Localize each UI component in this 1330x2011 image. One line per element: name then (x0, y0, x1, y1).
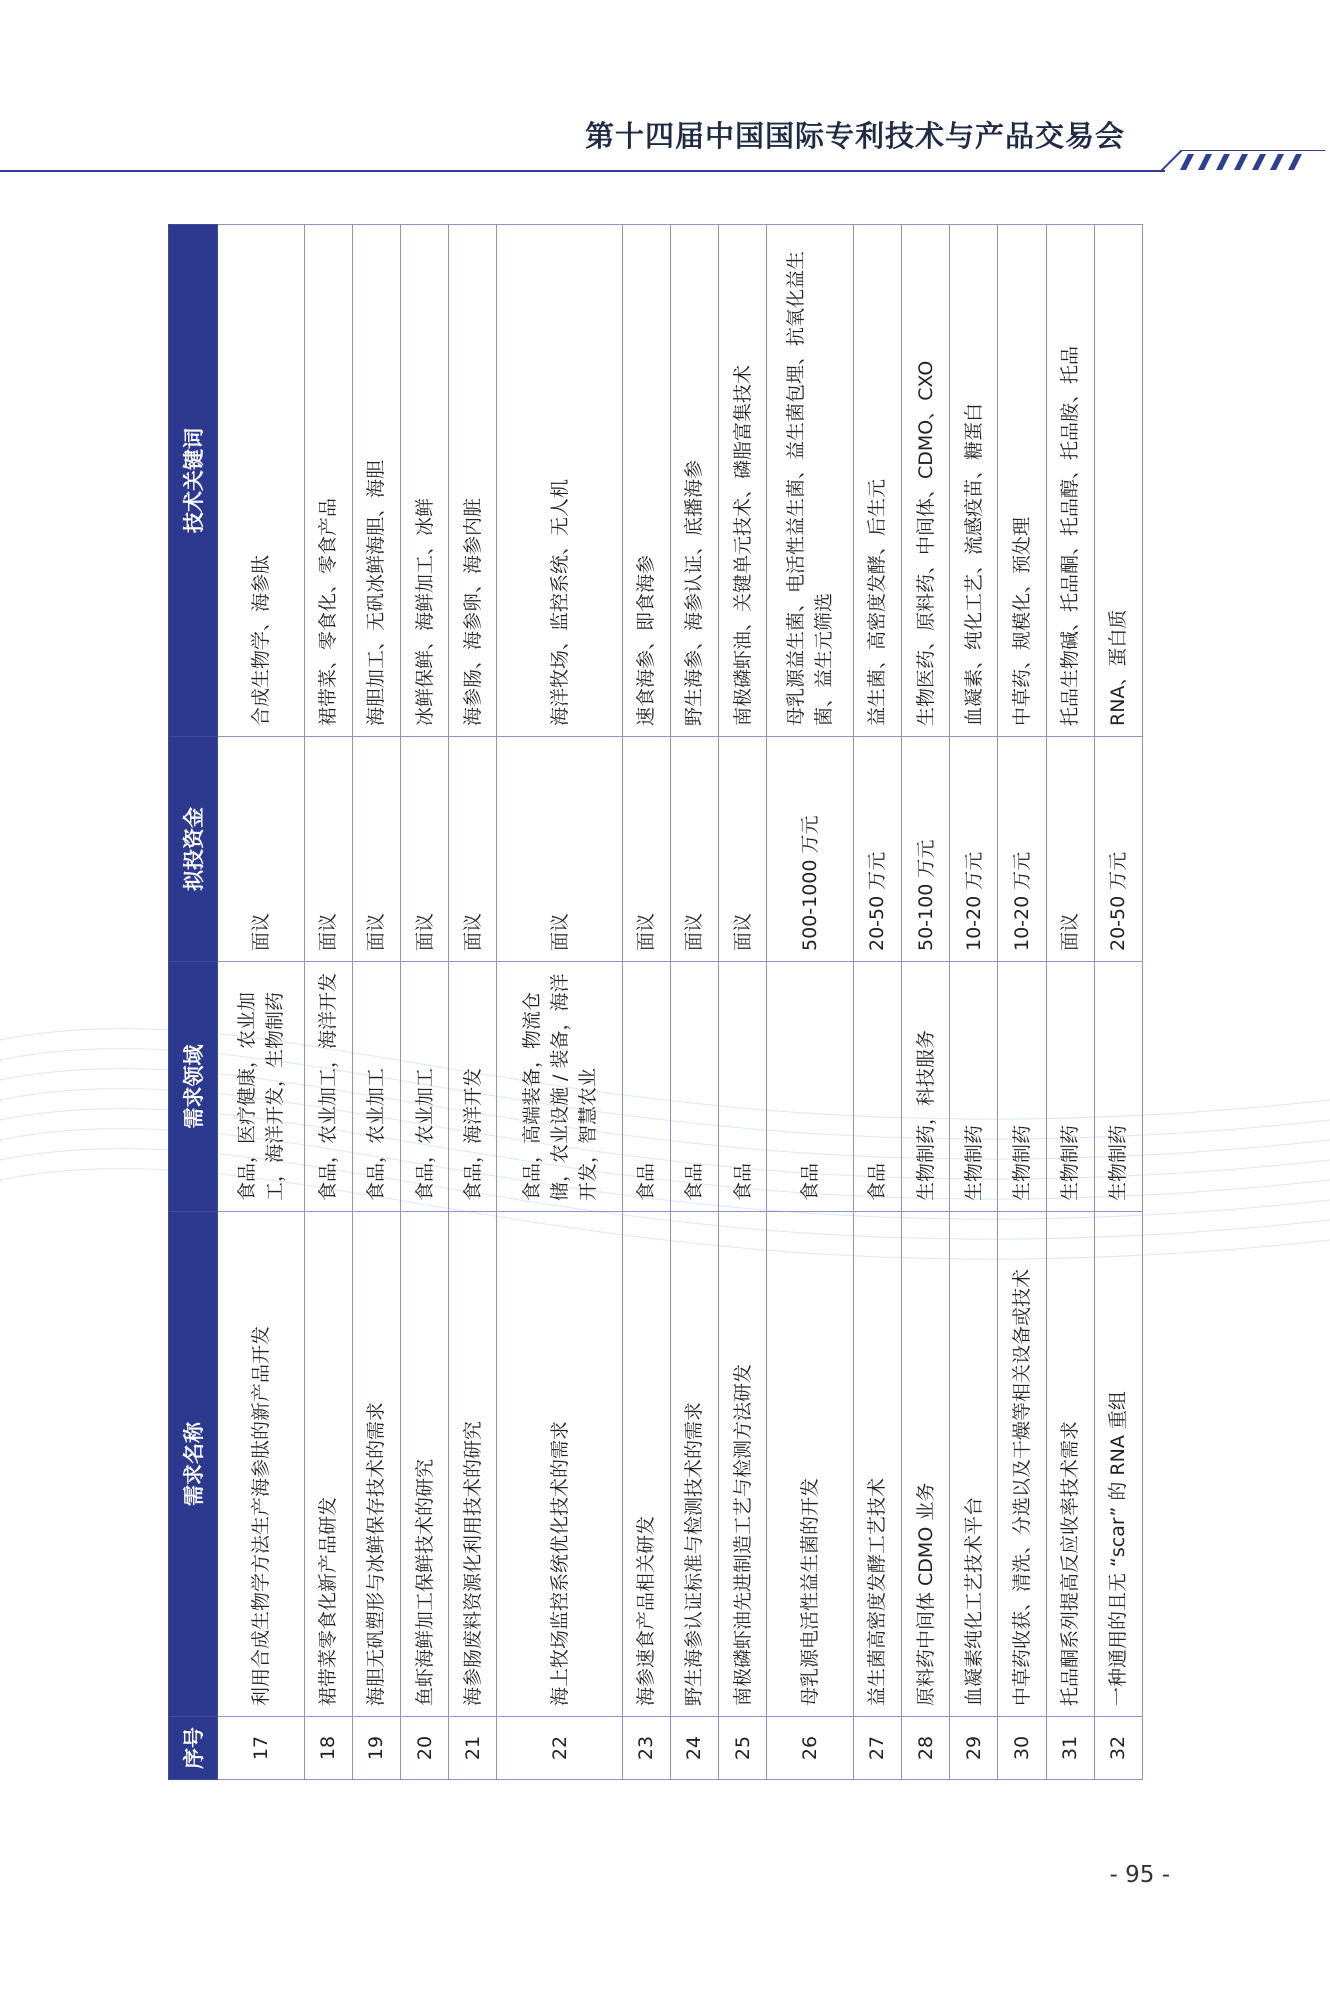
row-index: 21 (449, 1717, 497, 1780)
row-index: 26 (767, 1717, 854, 1780)
demand-field: 食品 (767, 962, 854, 1212)
demand-field: 食品 (719, 962, 767, 1212)
tech-keywords: 野生海参、海参认证、底播海参 (670, 225, 718, 737)
demand-field: 食品 (853, 962, 901, 1212)
row-index: 22 (497, 1717, 622, 1780)
tech-keywords: 海胆加工、无矾冰鲜海胆、海胆 (352, 225, 400, 737)
row-index: 31 (1046, 1717, 1094, 1780)
demand-name: 中草药收获、清洗、分选以及干燥等相关设备或技术 (998, 1212, 1046, 1717)
page-number: - 95 - (1109, 1862, 1170, 1888)
demand-name: 南极磷虾油先进制造工艺与检测方法研发 (719, 1212, 767, 1717)
tech-keywords: 合成生物学、海参肽 (218, 225, 305, 737)
tech-keywords: 海洋牧场、监控系统、无人机 (497, 225, 622, 737)
demand-name: 一种通用的且无 “scar” 的 RNA 重组 (1094, 1212, 1142, 1717)
row-index: 27 (853, 1717, 901, 1780)
tech-keywords: 血凝素、纯化工艺、流感疫苗、糖蛋白 (950, 225, 998, 737)
tech-keywords: 托品生物碱、托品酮、托品醇、托品胺、托品 (1046, 225, 1094, 737)
demand-name: 海胆无矾塑形与冰鲜保存技术的需求 (352, 1212, 400, 1717)
investment-amount: 面议 (304, 737, 352, 962)
investment-amount: 20-50 万元 (1094, 737, 1142, 962)
row-index: 30 (998, 1717, 1046, 1780)
table-row (401, 225, 449, 1780)
demand-field: 食品，海洋开发 (449, 962, 497, 1212)
demand-table-rotated (168, 225, 1143, 1780)
row-index: 28 (902, 1717, 950, 1780)
investment-amount: 面议 (670, 737, 718, 962)
demand-name: 裙带菜零食化新产品研发 (304, 1212, 352, 1717)
header-divider (0, 170, 1165, 172)
row-index: 25 (719, 1717, 767, 1780)
demand-field: 生物制药，科技服务 (902, 962, 950, 1212)
demand-table (168, 224, 1143, 1780)
tech-keywords: 冰鲜保鲜、海鲜加工、冰鲜 (401, 225, 449, 737)
demand-field: 食品，农业加工 (401, 962, 449, 1212)
demand-field: 生物制药 (1094, 962, 1142, 1212)
demand-field: 生物制药 (998, 962, 1046, 1212)
row-index: 18 (304, 1717, 352, 1780)
table-row (767, 225, 854, 1780)
investment-amount: 10-20 万元 (950, 737, 998, 962)
investment-amount: 面议 (449, 737, 497, 962)
investment-amount: 50-100 万元 (902, 737, 950, 962)
tech-keywords: 海参肠、海参卵、海参内脏 (449, 225, 497, 737)
demand-field: 食品，高端装备，物流仓储，农业设施 / 装备，海洋开发，智慧农业 (497, 962, 622, 1212)
column-header-field: 需求领域 (169, 962, 218, 1212)
row-index: 17 (218, 1717, 305, 1780)
row-index: 29 (950, 1717, 998, 1780)
investment-amount: 面议 (352, 737, 400, 962)
demand-name: 海上牧场监控系统优化技术的需求 (497, 1212, 622, 1717)
demand-field: 生物制药 (1046, 962, 1094, 1212)
tech-keywords: RNA、蛋白质 (1094, 225, 1142, 737)
investment-amount: 面议 (1046, 737, 1094, 962)
tech-keywords: 裙带菜、零食化、零食产品 (304, 225, 352, 737)
investment-amount: 面议 (218, 737, 305, 962)
row-index: 23 (622, 1717, 670, 1780)
table-row (304, 225, 352, 1780)
investment-amount: 500-1000 万元 (767, 737, 854, 962)
column-header-name: 需求名称 (169, 1212, 218, 1717)
row-index: 19 (352, 1717, 400, 1780)
table-row (497, 225, 622, 1780)
demand-name: 原料药中间体 CDMO 业务 (902, 1212, 950, 1717)
tech-keywords: 速食海参、即食海参 (622, 225, 670, 737)
demand-field: 食品 (670, 962, 718, 1212)
demand-name: 血凝素纯化工艺技术平台 (950, 1212, 998, 1717)
demand-name: 海参肠废料资源化利用技术的研究 (449, 1212, 497, 1717)
page-header-title: 第十四届中国国际专利技术与产品交易会 (584, 119, 1125, 153)
demand-name: 托品酮系列提高反应收率技术需求 (1046, 1212, 1094, 1717)
column-header-keywords: 技术关键词 (169, 225, 218, 737)
tech-keywords: 母乳源益生菌、电活性益生菌、益生菌包埋、抗氧化益生菌、益生元筛选 (767, 225, 854, 737)
investment-amount: 面议 (622, 737, 670, 962)
row-index: 32 (1094, 1717, 1142, 1780)
demand-field: 食品，农业加工 (352, 962, 400, 1212)
table-row (719, 225, 767, 1780)
demand-field: 食品，农业加工，海洋开发 (304, 962, 352, 1212)
table-header-row (169, 225, 218, 1780)
table-row (853, 225, 901, 1780)
row-index: 24 (670, 1717, 718, 1780)
tech-keywords: 中草药、规模化、预处理 (998, 225, 1046, 737)
column-header-investment: 拟投资金 (169, 737, 218, 962)
table-row (998, 225, 1046, 1780)
tech-keywords: 南极磷虾油、关键单元技术、磷脂富集技术 (719, 225, 767, 737)
table-row (1046, 225, 1094, 1780)
tech-keywords: 益生菌、高密度发酵、后生元 (853, 225, 901, 737)
table-row (622, 225, 670, 1780)
table-row (449, 225, 497, 1780)
demand-name: 母乳源电活性益生菌的开发 (767, 1212, 854, 1717)
row-index: 20 (401, 1717, 449, 1780)
table-row (670, 225, 718, 1780)
table-row (352, 225, 400, 1780)
demand-field: 生物制药 (950, 962, 998, 1212)
table-row (1094, 225, 1142, 1780)
demand-name: 海参速食产品相关研发 (622, 1212, 670, 1717)
table-row (902, 225, 950, 1780)
table-body (218, 225, 1143, 1780)
header-stripes-decoration (1160, 150, 1325, 172)
demand-name: 鱼虾海鲜加工保鲜技术的研究 (401, 1212, 449, 1717)
investment-amount: 面议 (401, 737, 449, 962)
demand-name: 益生菌高密度发酵工艺技术 (853, 1212, 901, 1717)
demand-field: 食品，医疗健康，农业加工，海洋开发，生物制药 (218, 962, 305, 1212)
demand-field: 食品 (622, 962, 670, 1212)
investment-amount: 20-50 万元 (853, 737, 901, 962)
investment-amount: 10-20 万元 (998, 737, 1046, 962)
column-header-index: 序号 (169, 1717, 218, 1780)
investment-amount: 面议 (719, 737, 767, 962)
table-row (950, 225, 998, 1780)
demand-name: 利用合成生物学方法生产海参肽的新产品开发 (218, 1212, 305, 1717)
investment-amount: 面议 (497, 737, 622, 962)
tech-keywords: 生物医药、原料药、中间体、CDMO、CXO (902, 225, 950, 737)
demand-name: 野生海参认证标准与检测技术的需求 (670, 1212, 718, 1717)
table-row (218, 225, 305, 1780)
